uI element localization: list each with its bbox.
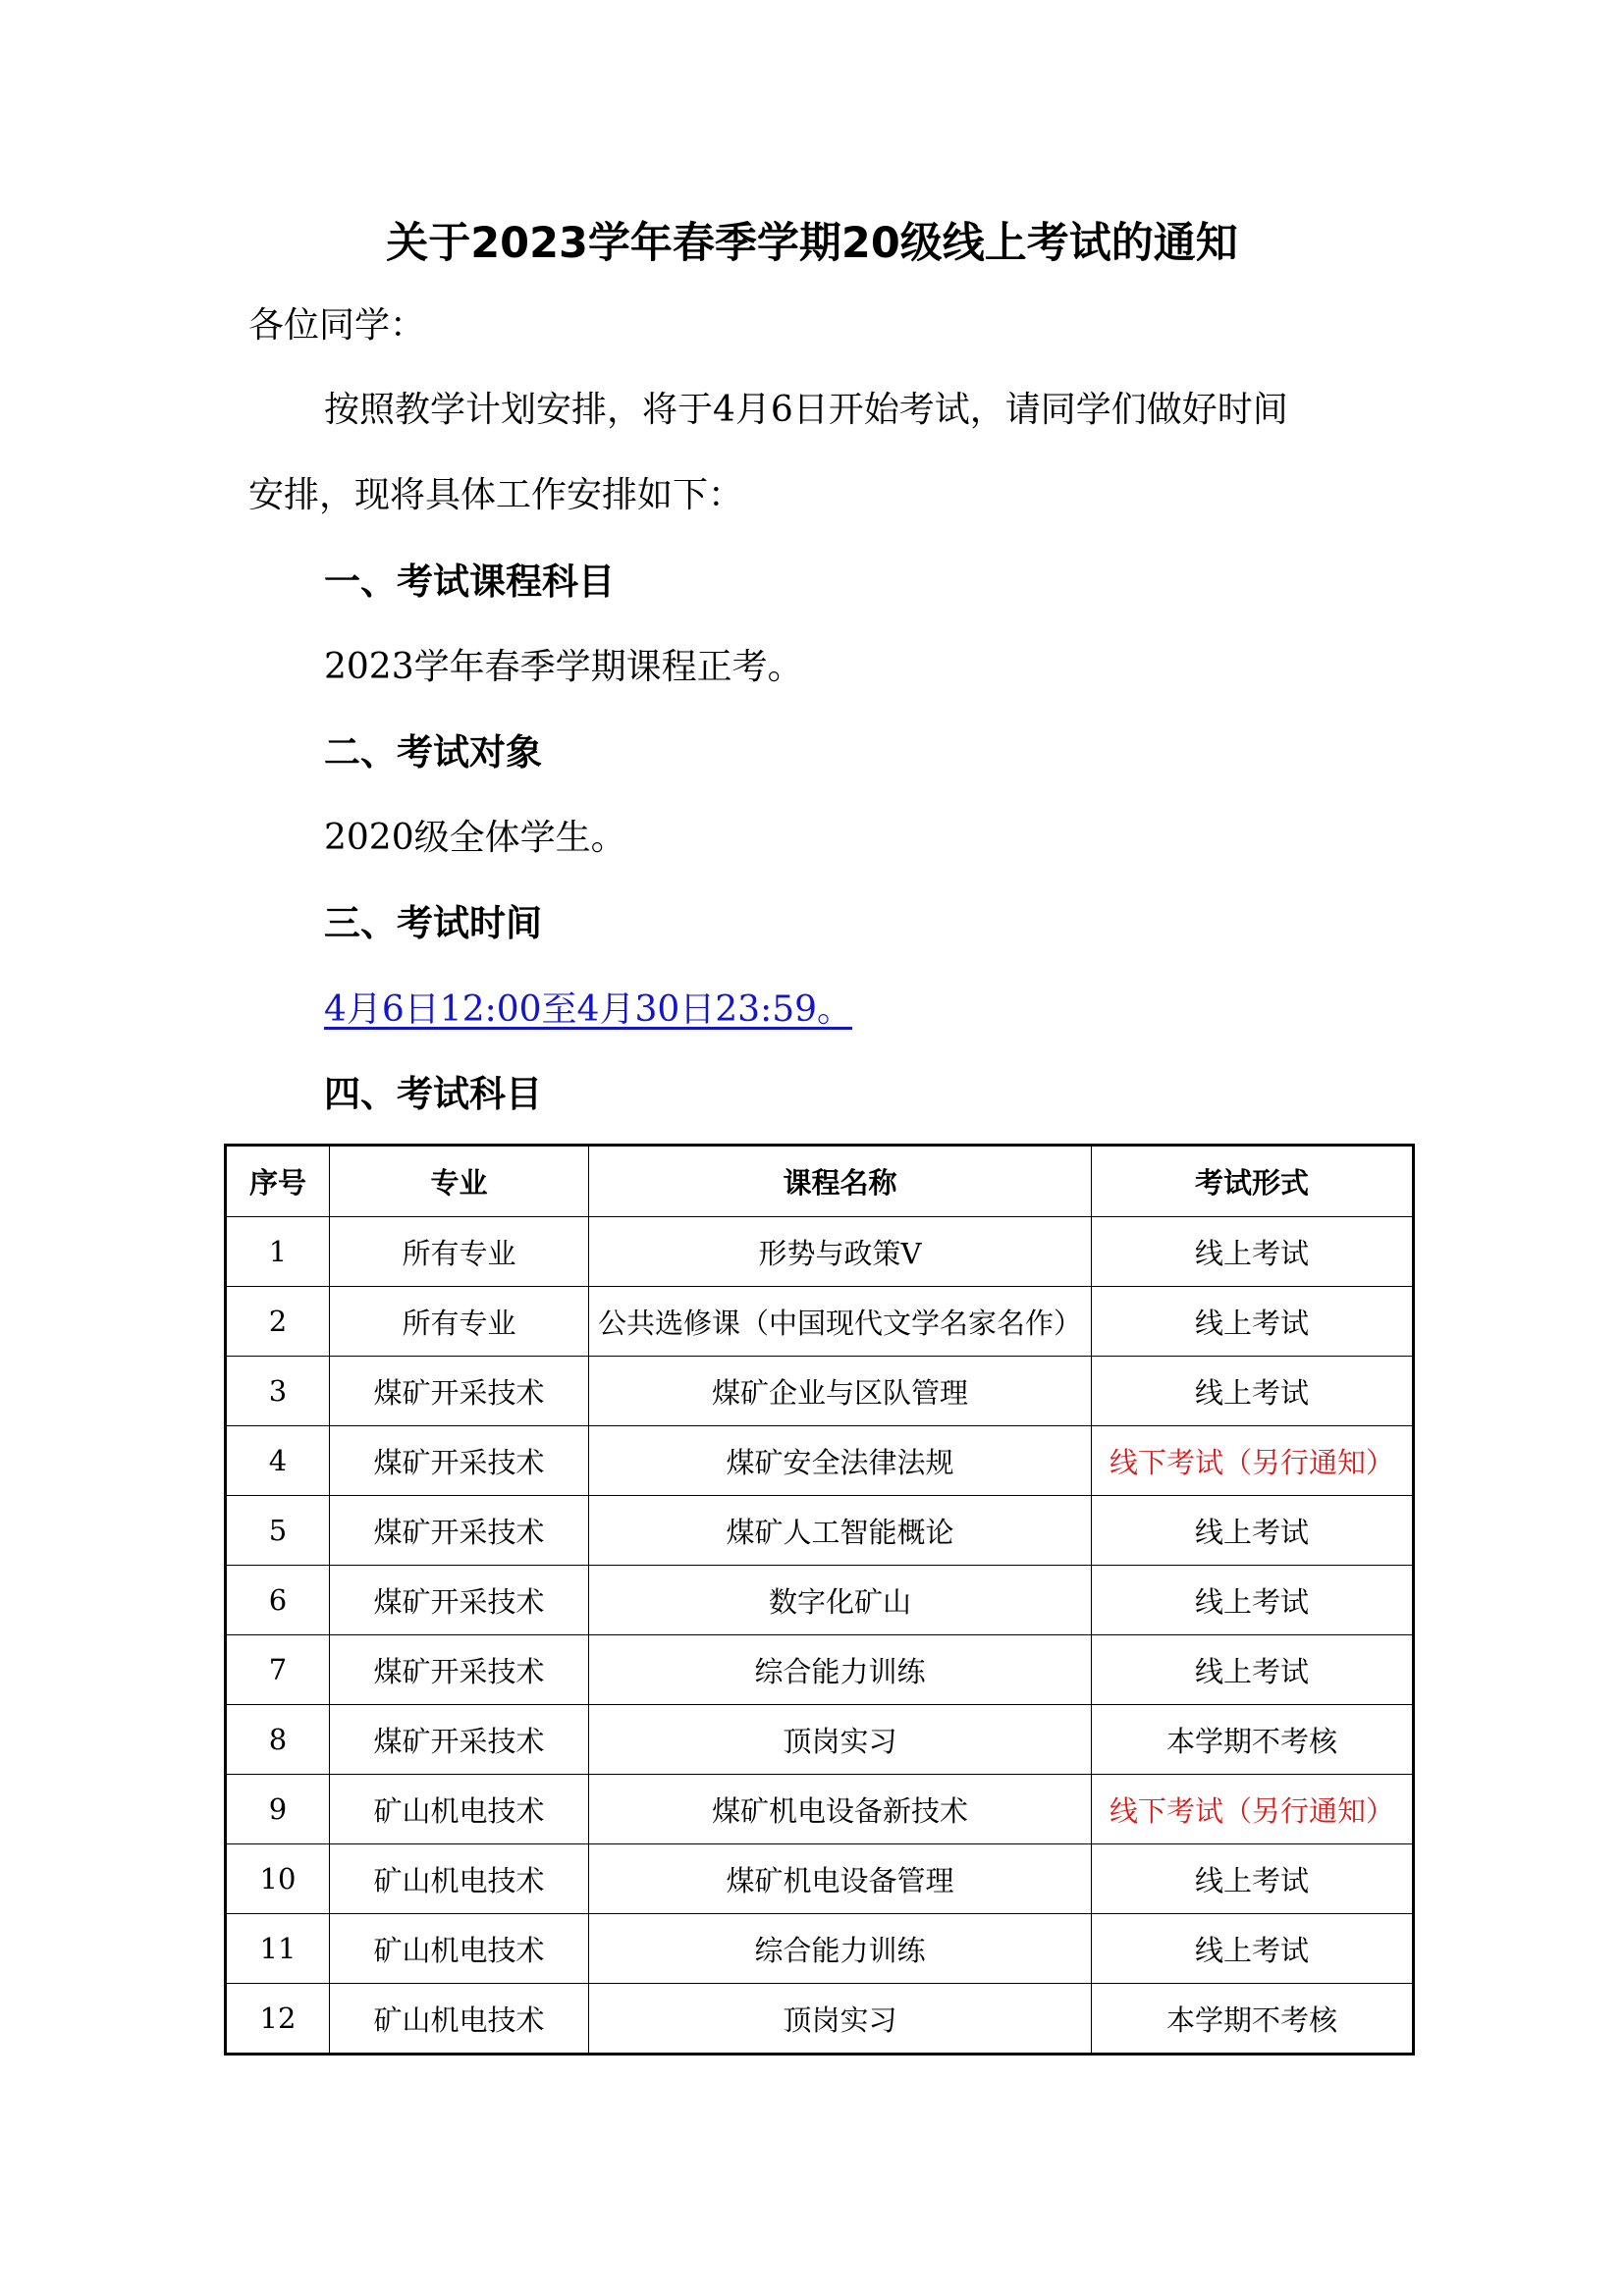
section-4-heading: 四、考试科目 bbox=[324, 1073, 542, 1115]
cell-course-name: 煤矿人工智能概论 bbox=[589, 1496, 1092, 1566]
cell-course-name: 公共选修课（中国现代文学名家名作） bbox=[589, 1287, 1092, 1357]
cell-major: 煤矿开采技术 bbox=[330, 1635, 589, 1705]
cell-major: 矿山机电技术 bbox=[330, 1844, 589, 1914]
cell-index: 4 bbox=[226, 1426, 330, 1496]
table-row bbox=[226, 1426, 1414, 1496]
cell-course-name: 形势与政策Ⅴ bbox=[589, 1217, 1092, 1287]
greeting: 各位同学： bbox=[248, 305, 426, 346]
cell-course-name: 煤矿企业与区队管理 bbox=[589, 1357, 1092, 1426]
cell-exam-form: 线上考试 bbox=[1092, 1496, 1414, 1566]
cell-major: 煤矿开采技术 bbox=[330, 1566, 589, 1635]
section-2-body: 2020级全体学生。 bbox=[324, 818, 626, 858]
table-row bbox=[226, 1914, 1414, 1984]
cell-exam-form: 线下考试（另行通知） bbox=[1092, 1426, 1414, 1496]
cell-major: 所有专业 bbox=[330, 1287, 589, 1357]
cell-major: 所有专业 bbox=[330, 1217, 589, 1287]
section-2-heading: 二、考试对象 bbox=[324, 731, 542, 774]
cell-exam-form: 本学期不考核 bbox=[1092, 1984, 1414, 2055]
cell-course-name: 顶岗实习 bbox=[589, 1984, 1092, 2055]
cell-course-name: 煤矿安全法律法规 bbox=[589, 1426, 1092, 1496]
cell-course-name: 综合能力训练 bbox=[589, 1635, 1092, 1705]
table-row bbox=[226, 1844, 1414, 1914]
table-header-row bbox=[226, 1146, 1414, 1217]
cell-exam-form: 线上考试 bbox=[1092, 1357, 1414, 1426]
cell-index: 7 bbox=[226, 1635, 330, 1705]
cell-course-name: 综合能力训练 bbox=[589, 1914, 1092, 1984]
header-index: 序号 bbox=[226, 1146, 330, 1217]
cell-index: 6 bbox=[226, 1566, 330, 1635]
intro-paragraph-line-2: 安排，现将具体工作安排如下： bbox=[248, 475, 744, 515]
cell-index: 2 bbox=[226, 1287, 330, 1357]
table-row bbox=[226, 1984, 1414, 2055]
exam-subjects-table bbox=[224, 1144, 1415, 2056]
section-1-body: 2023学年春季学期课程正考。 bbox=[324, 647, 803, 687]
cell-index: 9 bbox=[226, 1775, 330, 1844]
page-title: 关于2023学年春季学期20级线上考试的通知 bbox=[386, 219, 1238, 268]
cell-exam-form: 线上考试 bbox=[1092, 1635, 1414, 1705]
table-body bbox=[226, 1217, 1414, 2055]
header-course-name: 课程名称 bbox=[589, 1146, 1092, 1217]
cell-index: 5 bbox=[226, 1496, 330, 1566]
cell-course-name: 数字化矿山 bbox=[589, 1566, 1092, 1635]
header-exam-form: 考试形式 bbox=[1092, 1146, 1414, 1217]
cell-exam-form: 线上考试 bbox=[1092, 1566, 1414, 1635]
cell-exam-form: 线下考试（另行通知） bbox=[1092, 1775, 1414, 1844]
intro-paragraph-line-1: 按照教学计划安排，将于4月6日开始考试，请同学们做好时间 bbox=[324, 390, 1288, 430]
cell-exam-form: 线上考试 bbox=[1092, 1844, 1414, 1914]
cell-major: 煤矿开采技术 bbox=[330, 1496, 589, 1566]
cell-exam-form: 线上考试 bbox=[1092, 1914, 1414, 1984]
cell-major: 煤矿开采技术 bbox=[330, 1426, 589, 1496]
table-row bbox=[226, 1287, 1414, 1357]
table-row bbox=[226, 1635, 1414, 1705]
cell-major: 矿山机电技术 bbox=[330, 1914, 589, 1984]
cell-exam-form: 线上考试 bbox=[1092, 1217, 1414, 1287]
table-row bbox=[226, 1496, 1414, 1566]
table-row bbox=[226, 1217, 1414, 1287]
cell-course-name: 煤矿机电设备新技术 bbox=[589, 1775, 1092, 1844]
cell-major: 矿山机电技术 bbox=[330, 1984, 589, 2055]
exam-time-link[interactable]: 4月6日12:00至4月30日23:59。 bbox=[324, 989, 853, 1030]
cell-major: 煤矿开采技术 bbox=[330, 1357, 589, 1426]
section-3-heading: 三、考试时间 bbox=[324, 902, 542, 944]
cell-course-name: 煤矿机电设备管理 bbox=[589, 1844, 1092, 1914]
cell-major: 煤矿开采技术 bbox=[330, 1705, 589, 1775]
cell-exam-form: 本学期不考核 bbox=[1092, 1705, 1414, 1775]
table-row bbox=[226, 1705, 1414, 1775]
cell-course-name: 顶岗实习 bbox=[589, 1705, 1092, 1775]
table-row bbox=[226, 1775, 1414, 1844]
section-1-heading: 一、考试课程科目 bbox=[324, 561, 615, 603]
cell-index: 12 bbox=[226, 1984, 330, 2055]
cell-exam-form: 线上考试 bbox=[1092, 1287, 1414, 1357]
cell-index: 3 bbox=[226, 1357, 330, 1426]
header-major: 专业 bbox=[330, 1146, 589, 1217]
cell-index: 8 bbox=[226, 1705, 330, 1775]
table-row bbox=[226, 1357, 1414, 1426]
cell-index: 1 bbox=[226, 1217, 330, 1287]
cell-major: 矿山机电技术 bbox=[330, 1775, 589, 1844]
cell-index: 10 bbox=[226, 1844, 330, 1914]
cell-index: 11 bbox=[226, 1914, 330, 1984]
table-row bbox=[226, 1566, 1414, 1635]
